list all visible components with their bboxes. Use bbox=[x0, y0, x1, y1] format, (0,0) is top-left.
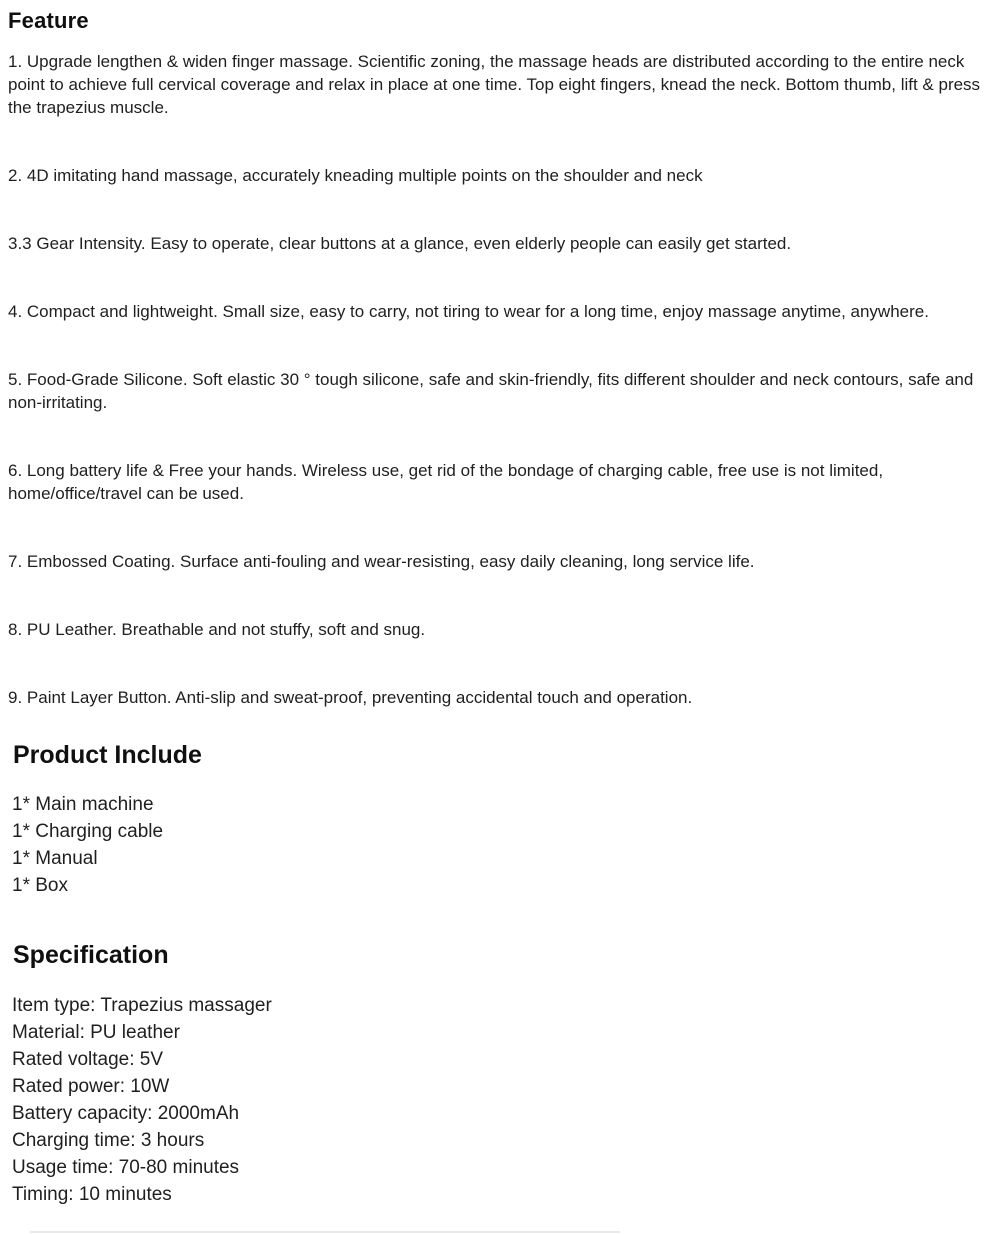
spec-item-type: Item type: Trapezius massager bbox=[12, 995, 272, 1016]
spec-charging-time: Charging time: 3 hours bbox=[12, 1130, 205, 1151]
feature-item-5: 5. Food-Grade Silicone. Soft elastic 30 ° tough silicone, safe and skin-friendly, fits different shoulder and neck contours, safe and non-irritating. bbox=[8, 370, 974, 412]
feature-section-heading: Feature bbox=[8, 8, 89, 33]
specification-list bbox=[8, 992, 994, 1208]
feature-item-4: 4. Compact and lightweight. Small size, easy to carry, not tiring to wear for a long time, enjoy massage anytime, anywhere. bbox=[8, 302, 929, 321]
product-include-list bbox=[8, 791, 994, 899]
spec-battery-capacity: Battery capacity: 2000mAh bbox=[12, 1103, 240, 1124]
feature-item-1: 1. Upgrade lengthen & widen finger massage. Scientific zoning, the massage heads are distributed according to the entire neck point to achieve full cervical coverage and relax in place at one time. Top eight fingers, knead the neck. Bottom thumb, lift & press the trapezius muscle. bbox=[8, 52, 981, 117]
feature-item-9: 9. Paint Layer Button. Anti-slip and sweat-proof, preventing accidental touch and operation. bbox=[8, 688, 693, 707]
feature-item-7: 7. Embossed Coating. Surface anti-fouling and wear-resisting, easy daily cleaning, long service life. bbox=[8, 552, 755, 571]
spec-timing: Timing: 10 minutes bbox=[12, 1184, 172, 1205]
spec-usage-time: Usage time: 70-80 minutes bbox=[12, 1157, 240, 1178]
include-item-charging-cable: 1* Charging cable bbox=[12, 821, 164, 842]
spec-rated-voltage: Rated voltage: 5V bbox=[12, 1049, 164, 1070]
cropped-next-element-edge bbox=[30, 1231, 620, 1233]
include-item-manual: 1* Manual bbox=[12, 848, 98, 869]
product-include-section-heading: Product Include bbox=[13, 741, 202, 769]
spec-material: Material: PU leather bbox=[12, 1022, 180, 1043]
include-item-main-machine: 1* Main machine bbox=[12, 794, 154, 815]
specification-section-heading: Specification bbox=[13, 941, 169, 969]
feature-item-8: 8. PU Leather. Breathable and not stuffy, soft and snug. bbox=[8, 620, 426, 639]
spec-rated-power: Rated power: 10W bbox=[12, 1076, 170, 1097]
include-item-box: 1* Box bbox=[12, 875, 68, 896]
feature-item-2: 2. 4D imitating hand massage, accurately kneading multiple points on the shoulder and neck bbox=[8, 166, 703, 185]
feature-item-3: 3.3 Gear Intensity. Easy to operate, clear buttons at a glance, even elderly people can easily get started. bbox=[8, 234, 792, 253]
feature-item-6: 6. Long battery life & Free your hands. Wireless use, get rid of the bondage of charging cable, free use is not limited, home/office/travel can be used. bbox=[8, 461, 884, 503]
